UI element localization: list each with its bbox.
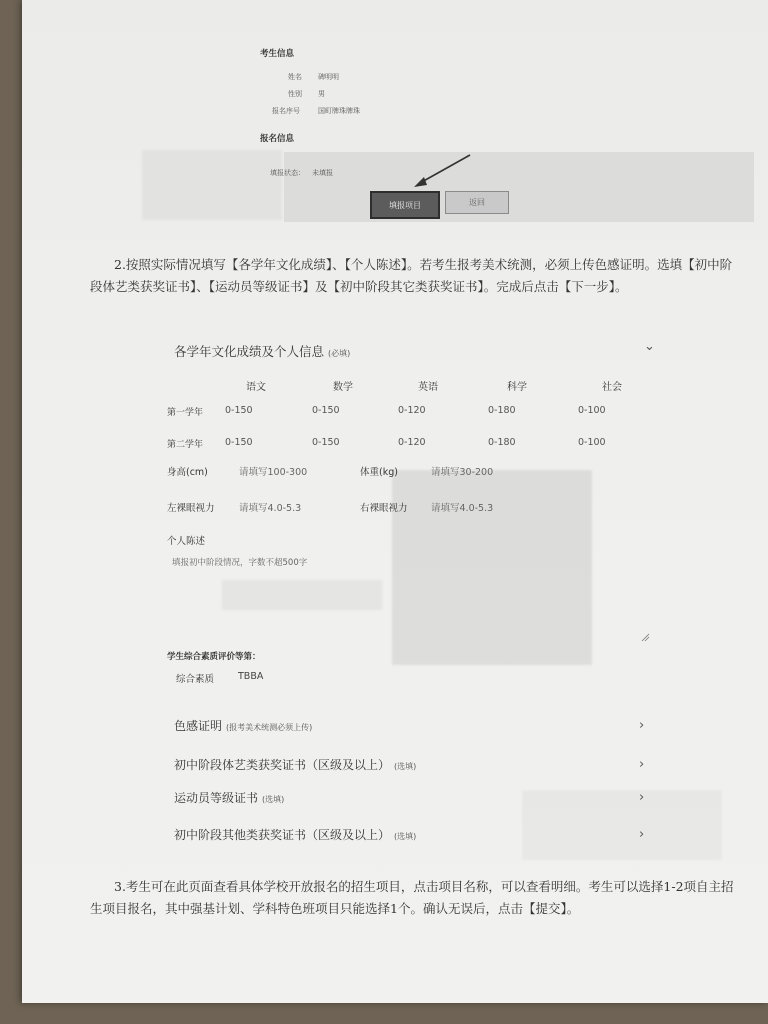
weight-input[interactable]: 请填写30-200 [431, 467, 494, 478]
subject-header: 社会 [602, 382, 622, 393]
upload-row-label: 运动员等级证书 [174, 791, 259, 805]
subject-header: 英语 [418, 382, 438, 393]
score-input[interactable]: 0-120 [398, 437, 426, 448]
step3-paragraph: 3.考生可在此页面查看具体学校开放报名的招生项目，点击项目名称，可以查看明细。考生可以选择1-2项自主招生项目报名，其中强基计划、学科特色班项目只能选择1个。确认无误后，点击【提交】。 [90, 879, 734, 916]
subject-header: 数学 [333, 382, 353, 393]
score-row-label: 第二学年 [167, 440, 204, 450]
subject-header: 科学 [507, 382, 527, 393]
score-input[interactable]: 0-180 [488, 405, 516, 416]
quality-label: 综合素质 [176, 674, 215, 685]
weight-label: 体重(kg) [360, 467, 398, 478]
upload-row[interactable] [174, 789, 284, 806]
right-eye-label: 右裸眼视力 [360, 503, 408, 514]
upload-row[interactable] [174, 826, 416, 843]
fill-status-value: 未填报 [312, 169, 333, 177]
score-input[interactable]: 0-120 [398, 405, 426, 416]
required-hint: (必填) [328, 349, 351, 358]
score-input[interactable]: 0-150 [312, 437, 340, 448]
chevron-right-icon[interactable]: › [639, 790, 645, 805]
statement-placeholder: 填报初中阶段情况，字数不超500字 [172, 558, 308, 568]
score-input[interactable]: 0-150 [225, 437, 253, 448]
height-input[interactable]: 请填写100-300 [239, 467, 308, 478]
form-title-text: 各学年文化成绩及个人信息 [174, 344, 325, 359]
registration-info-heading: 报名信息 [260, 134, 295, 144]
chevron-right-icon[interactable]: › [639, 827, 645, 842]
upload-row[interactable] [174, 717, 312, 734]
document-page [22, 0, 768, 1003]
score-input[interactable]: 0-100 [578, 405, 606, 416]
upload-row-label: 初中阶段其他类获奖证书（区级及以上） [174, 828, 391, 842]
score-input[interactable]: 0-150 [312, 405, 340, 416]
gender-value: 男 [318, 90, 325, 98]
candidate-info-heading: 考生信息 [260, 49, 295, 59]
upload-row-label: 色感证明 [174, 719, 223, 733]
chevron-right-icon[interactable]: › [639, 757, 645, 772]
upload-row-hint: (选填) [394, 832, 417, 841]
upload-row[interactable] [174, 756, 416, 773]
form-title [174, 342, 350, 360]
score-input[interactable]: 0-100 [578, 437, 606, 448]
fill-status-label: 填报状态： [270, 169, 305, 177]
step2-paragraph: 2.按照实际情况填写【各学年文化成绩】、【个人陈述】。若考生报考美术统测，必须上传色感证明。选填【初中阶段体艺类获奖证书】、【运动员等级证书】及【初中阶段其它类获奖证书】。完成后点击【下一步】。 [90, 257, 733, 294]
upload-row-hint: (报考美术统测必须上传) [226, 723, 313, 732]
statement-label: 个人陈述 [167, 536, 206, 547]
quality-value: TBBA [238, 671, 264, 682]
pointer-arrow-icon [394, 152, 474, 192]
left-eye-input[interactable]: 请填写4.0-5.3 [239, 503, 302, 514]
chevron-right-icon[interactable]: › [639, 718, 645, 733]
upload-row-hint: (选填) [262, 795, 285, 804]
upload-row-label: 初中阶段体艺类获奖证书（区级及以上） [174, 758, 391, 772]
name-label: 姓名 [288, 73, 302, 81]
subject-header: 语文 [246, 382, 266, 393]
regno-label: 报名序号 [272, 107, 300, 115]
left-eye-label: 左裸眼视力 [167, 503, 215, 514]
bleed-through [522, 790, 722, 860]
fill-project-button[interactable]: 填报项目 [370, 191, 440, 219]
gender-label: 性别 [288, 90, 302, 98]
score-input[interactable]: 0-180 [488, 437, 516, 448]
secondary-button[interactable]: 返回 [445, 191, 509, 214]
name-value: 碑明明 [318, 73, 339, 81]
right-eye-input[interactable]: 请填写4.0-5.3 [431, 503, 494, 514]
chevron-down-icon[interactable]: ⌄ [644, 339, 655, 354]
quality-section-label: 学生综合素质评价等第： [167, 652, 261, 662]
score-row-label: 第一学年 [167, 408, 204, 418]
screenshot-background [284, 152, 754, 222]
bleed-through [142, 150, 282, 220]
height-label: 身高(cm) [167, 467, 208, 478]
resize-handle-icon[interactable] [640, 632, 650, 642]
regno-value: 国町牌珠牌珠 [318, 107, 360, 115]
upload-row-hint: (选填) [394, 762, 417, 771]
score-input[interactable]: 0-150 [225, 405, 253, 416]
